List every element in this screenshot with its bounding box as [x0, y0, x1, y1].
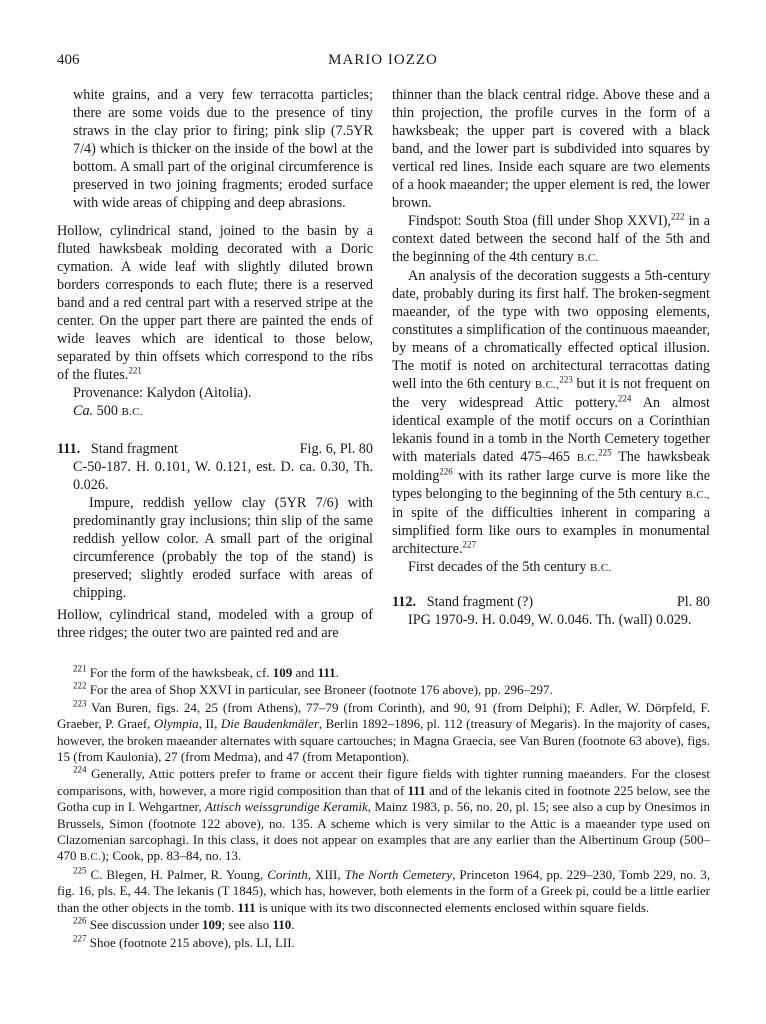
stand-description-text: Hollow, cylindrical stand, joined to the basin by a fluted hawksbeak molding decorated with a Doric cymation. A wide leaf with slightly diluted brown borders corresponds to each flute; there is a reserved band and a red central part with a reserved stripe at the center. On the upper part there are painted the ends of wide leaves which are identical to those below, separated by thin offsets which correspond to the ribs of the flutes. — [57, 223, 373, 383]
entry-111-heading — [57, 440, 373, 458]
entry-112-title: Stand fragment (?) — [426, 594, 534, 610]
footnote-225-text-d: is unique with its two disconnected elements enclosed within square fields. — [255, 899, 650, 915]
footnote-ref-227: 227 — [462, 539, 476, 550]
footnotes — [57, 665, 710, 952]
footnote-224-text-d: ); Cook, pp. 83–84, no. 13. — [101, 848, 242, 864]
findspot-text-b: in a context dated between the second half of the 5th and the beginning of the 4th century — [392, 213, 710, 265]
footnote-225 — [57, 867, 710, 916]
analysis-text-1: An analysis of the decoration suggests a 5th-century date, probably during its first half. The broken-segment maeander, of the type with two opposing elements, constitutes a simplification of the continuous maeander, by means of a chromatically effected optical illusion. The motif is noted on architectural terracottas dating well into the 6th century — [392, 268, 710, 392]
footnote-221-number: 221 — [73, 663, 87, 674]
footnote-221-text: For the form of the hawksbeak, cf. — [86, 665, 273, 680]
footnote-223-text-b: , II, — [198, 716, 221, 732]
date-number: 500 — [96, 403, 118, 419]
analysis-text-6: in spite of the difficulties inherent in comparing a simplified form like ours to examples in monumental architecture. — [392, 505, 710, 557]
footnote-226-ref-b: 110 — [272, 917, 292, 933]
entry-112-catalog: IPG 1970-9. H. 0.049, W. 0.046. Th. (wall) 0.029. — [408, 612, 692, 628]
entry-112-plate: Pl. 80 — [676, 594, 710, 610]
footnote-226-number: 226 — [73, 915, 87, 926]
footnote-224-ref: 111 — [407, 782, 426, 798]
footnote-226-text: See discussion under — [86, 917, 203, 933]
footnote-225-text-a: C. Blegen, H. Palmer, R. Young, — [86, 866, 268, 882]
footnote-225-text-b: , XIII, — [307, 866, 345, 882]
date-line — [57, 402, 373, 421]
footnote-224-number: 224 — [73, 765, 87, 776]
entry-111-figures: Fig. 6, Pl. 80 — [299, 441, 373, 457]
entry-111-clay: Impure, reddish yellow clay (5YR 7/6) with predominantly gray inclusions; thin slip of the same reddish yellow color. A small part of the original circumference (probably the top of the stand) is preserved; slightly eroded surface with areas of chipping. — [73, 495, 373, 601]
profile-description: thinner than the black central ridge. Above these and a thin projection, the profile curves in the form of a hawksbeak; the upper part is covered with a black band, and the lower part is subdivided into squares by vertical red lines. Inside each square are two elements of a hook maeander; the upper element is red, the lower brown. — [392, 87, 710, 211]
analysis-era-3: B.C., — [685, 489, 710, 501]
entry-111-catalog: C-50-187. H. 0.101, W. 0.121, est. D. ca. 0.30, Th. 0.026. — [73, 459, 373, 493]
footnote-221-mid: and — [292, 665, 318, 680]
analysis-text-2: but it is not frequent on the very widespread Attic pottery. — [392, 376, 710, 411]
footnote-224 — [57, 766, 710, 865]
footnote-221-end: . — [335, 665, 339, 680]
footnote-224-era: B.C. — [79, 851, 102, 864]
footnote-ref-226: 226 — [439, 466, 453, 477]
clay-description-paragraph: white grains, and a very few terracotta particles; there are some voids due to the presence of tiny straws in the clay prior to firing; pink slip (7.5YR 7/4) which is thicker on the inside of the bowl at the bottom. A small part of the original circumference is preserved in two joining fragments; eroded surface with wide areas of chipping and deep abrasions. — [73, 87, 373, 211]
findspot-era: B.C. — [577, 252, 599, 264]
footnote-227-text: Shoe (footnote 215 above), pls. LI, LII. — [86, 934, 295, 950]
findspot — [392, 212, 710, 267]
footnote-224-text-a: Generally, Attic potters prefer to frame or accent their figure fields with tighter running maeanders. For the closest comparisons, with, however, a more rigid composition than that of — [57, 766, 710, 798]
footnote-226-mid: ; see also — [221, 917, 273, 933]
analysis-text-4: The hawksbeak molding — [392, 449, 710, 484]
date-era: B.C. — [121, 406, 143, 418]
entry-111-description: Hollow, cylindrical stand, modeled with a group of three ridges; the outer two are painted red and are — [57, 607, 373, 641]
analysis-text-3: An almost identical example of the motif occurs on a Corinthian lekanis found in a tomb in the North Cemetery together with materials dated 475–465 — [392, 395, 710, 465]
entry-111-title: Stand fragment — [90, 441, 178, 457]
footnote-221 — [57, 665, 710, 681]
page-number: 406 — [57, 52, 80, 68]
findspot-text-a: Findspot: South Stoa (fill under Shop XXVI), — [408, 213, 671, 229]
analysis-paragraph — [392, 267, 710, 558]
date-ca: Ca. — [73, 403, 94, 419]
entry-112-number: 112. — [392, 594, 417, 610]
footnote-224-text-b: and of the lekanis cited in footnote 225 below, see the Gotha cup in I. Wehgartner, — [57, 782, 710, 815]
footnote-224-title: Attisch weissgrundige Keramik — [204, 799, 368, 815]
footnote-226-end: . — [291, 917, 295, 933]
footnote-226 — [57, 917, 710, 933]
footnote-221-ref-b: 111 — [317, 665, 336, 680]
stand-description-paragraph — [57, 222, 373, 384]
analysis-text-5: with its rather large curve is more like the types belonging to the beginning of the 5th century — [392, 468, 710, 502]
date-conclusion — [392, 558, 710, 577]
footnote-225-title-1: Corinth — [267, 866, 308, 882]
footnote-223-text-c: , Berlin 1892–1896, pl. 112 (treasury of Megaris). In the majority of cases, however, the broken maeander alternates with square cartouches; in Magna Graecia, see Van Buren (footnote 63 above), figs. 15 (from Kaulonia), 27 (from Medma), and 47 (from Metapontion). — [57, 716, 710, 765]
footnote-223-number: 223 — [73, 698, 87, 709]
footnote-221-ref-a: 109 — [272, 665, 293, 680]
footnote-224-text-c: , Mainz 1983, p. 56, no. 20, pl. 15; see also a cup by Onesimos in Brussels, Simon (footnote 122 above), no. 135. A scheme which is very similar to the Attic is a maeander type used on Clazomenian sarcophagi. In this class, it does not appear on examples that are any earlier than the Albertinum Group (500–470 — [57, 799, 710, 864]
footnote-225-title-2: The North Cemetery — [344, 866, 453, 882]
analysis-era-2: B.C. — [576, 452, 599, 464]
entry-112-heading — [392, 593, 710, 611]
footnote-222 — [57, 682, 710, 698]
footnote-223 — [57, 700, 710, 766]
analysis-era-1: B.C., — [534, 379, 560, 391]
footnote-225-text-c: , Princeton 1964, pp. 229–230, Tomb 229, no. 3, fig. 16, pls. E, 44. The lekanis (T 1845), which has, however, both elements in the form of a Greek pi, could be a little earlier than the other objects in the tomb. — [57, 866, 710, 915]
footnote-ref-224: 224 — [617, 393, 632, 404]
footnote-226-ref-a: 109 — [202, 917, 222, 933]
footnote-225-number: 225 — [73, 865, 87, 876]
footnote-ref-223: 223 — [559, 374, 573, 385]
conclusion-era: B.C. — [590, 562, 612, 574]
entry-111-number: 111. — [57, 441, 81, 457]
footnote-222-number: 222 — [73, 681, 87, 692]
footnote-ref-225: 225 — [598, 447, 612, 458]
running-header-author: MARIO IOZZO — [328, 52, 438, 68]
footnote-ref-221: 221 — [128, 365, 142, 376]
footnote-223-title-1: Olympia — [153, 716, 199, 732]
footnote-225-ref: 111 — [237, 899, 256, 915]
right-column — [392, 86, 710, 629]
footnote-227 — [57, 935, 710, 951]
footnote-ref-222: 222 — [670, 211, 685, 222]
left-column — [57, 86, 373, 642]
footnote-222-text: For the area of Shop XXVI in particular, see Broneer (footnote 176 above), pp. 296–297. — [86, 682, 553, 698]
footnote-223-title-2: Die Baudenkmäler — [220, 716, 319, 732]
conclusion-text: First decades of the 5th century — [408, 559, 591, 575]
provenance: Provenance: Kalydon (Aitolia). — [73, 385, 252, 401]
footnote-223-text-a: Van Buren, figs. 24, 25 (from Athens), 77–79 (from Corinth), and 90, 91 (from Delphi); F. Adler, W. Dörpfeld, F. Graeber, P. Graef, — [57, 699, 710, 732]
footnote-227-number: 227 — [73, 933, 87, 944]
